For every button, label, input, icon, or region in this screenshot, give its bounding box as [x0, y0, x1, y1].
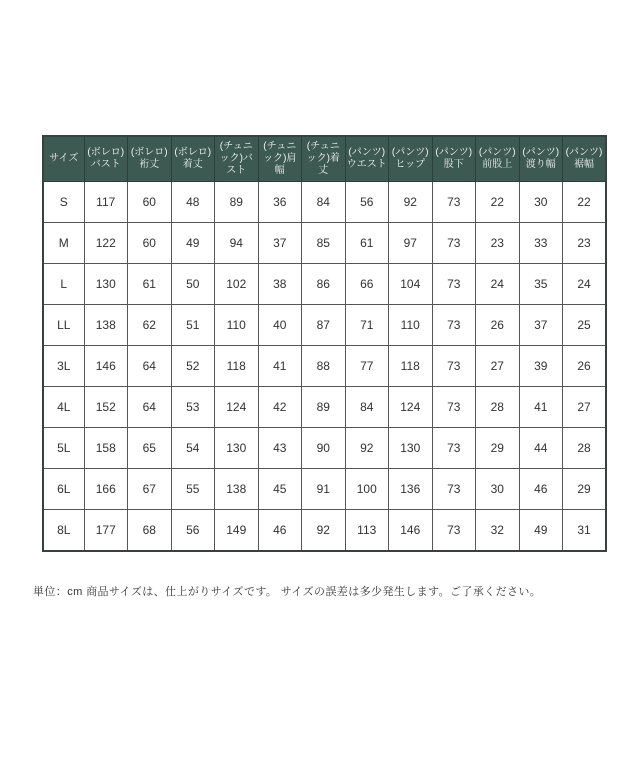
value-cell: 71	[345, 305, 389, 346]
value-cell: 84	[302, 182, 346, 223]
value-cell: 118	[389, 346, 433, 387]
value-cell: 130	[215, 428, 259, 469]
column-header: (パンツ)裾幅	[563, 136, 607, 182]
value-cell: 48	[171, 182, 215, 223]
value-cell: 60	[128, 182, 172, 223]
value-cell: 89	[215, 182, 259, 223]
value-cell: 29	[476, 428, 520, 469]
value-cell: 146	[389, 510, 433, 552]
value-cell: 26	[476, 305, 520, 346]
value-cell: 61	[345, 223, 389, 264]
value-cell: 28	[563, 428, 607, 469]
value-cell: 67	[128, 469, 172, 510]
table-row	[43, 387, 606, 428]
value-cell: 61	[128, 264, 172, 305]
value-cell: 40	[258, 305, 302, 346]
value-cell: 50	[171, 264, 215, 305]
value-cell: 130	[84, 264, 128, 305]
value-cell: 32	[476, 510, 520, 552]
value-cell: 100	[345, 469, 389, 510]
size-column-header: サイズ	[43, 136, 84, 182]
size-cell: 4L	[43, 387, 84, 428]
value-cell: 138	[215, 469, 259, 510]
column-header: (パンツ)渡り幅	[519, 136, 563, 182]
value-cell: 73	[432, 387, 476, 428]
value-cell: 24	[563, 264, 607, 305]
value-cell: 138	[84, 305, 128, 346]
value-cell: 73	[432, 510, 476, 552]
size-chart-section	[42, 135, 607, 552]
value-cell: 122	[84, 223, 128, 264]
value-cell: 49	[171, 223, 215, 264]
value-cell: 146	[84, 346, 128, 387]
column-header: (パンツ)ウエスト	[345, 136, 389, 182]
size-cell: 8L	[43, 510, 84, 552]
value-cell: 64	[128, 346, 172, 387]
value-cell: 49	[519, 510, 563, 552]
value-cell: 23	[563, 223, 607, 264]
column-header: (ボレロ)着丈	[171, 136, 215, 182]
value-cell: 177	[84, 510, 128, 552]
value-cell: 25	[563, 305, 607, 346]
value-cell: 92	[389, 182, 433, 223]
value-cell: 51	[171, 305, 215, 346]
value-cell: 118	[215, 346, 259, 387]
value-cell: 41	[519, 387, 563, 428]
value-cell: 45	[258, 469, 302, 510]
value-cell: 24	[476, 264, 520, 305]
value-cell: 92	[345, 428, 389, 469]
value-cell: 136	[389, 469, 433, 510]
value-cell: 92	[302, 510, 346, 552]
value-cell: 56	[345, 182, 389, 223]
value-cell: 91	[302, 469, 346, 510]
value-cell: 104	[389, 264, 433, 305]
value-cell: 35	[519, 264, 563, 305]
value-cell: 44	[519, 428, 563, 469]
size-cell: L	[43, 264, 84, 305]
table-row	[43, 305, 606, 346]
value-cell: 90	[302, 428, 346, 469]
value-cell: 73	[432, 223, 476, 264]
value-cell: 73	[432, 305, 476, 346]
value-cell: 22	[563, 182, 607, 223]
value-cell: 117	[84, 182, 128, 223]
value-cell: 41	[258, 346, 302, 387]
column-header: (パンツ)前股上	[476, 136, 520, 182]
value-cell: 55	[171, 469, 215, 510]
table-row	[43, 469, 606, 510]
value-cell: 42	[258, 387, 302, 428]
value-cell: 110	[389, 305, 433, 346]
value-cell: 85	[302, 223, 346, 264]
column-header: (チュニック)着丈	[302, 136, 346, 182]
value-cell: 39	[519, 346, 563, 387]
value-cell: 33	[519, 223, 563, 264]
value-cell: 94	[215, 223, 259, 264]
table-row	[43, 346, 606, 387]
value-cell: 97	[389, 223, 433, 264]
value-cell: 46	[258, 510, 302, 552]
value-cell: 73	[432, 428, 476, 469]
value-cell: 113	[345, 510, 389, 552]
value-cell: 54	[171, 428, 215, 469]
value-cell: 29	[563, 469, 607, 510]
value-cell: 68	[128, 510, 172, 552]
size-cell: 3L	[43, 346, 84, 387]
value-cell: 102	[215, 264, 259, 305]
value-cell: 149	[215, 510, 259, 552]
value-cell: 37	[519, 305, 563, 346]
size-cell: M	[43, 223, 84, 264]
size-cell: 6L	[43, 469, 84, 510]
value-cell: 62	[128, 305, 172, 346]
value-cell: 56	[171, 510, 215, 552]
value-cell: 64	[128, 387, 172, 428]
value-cell: 31	[563, 510, 607, 552]
size-chart-table	[42, 135, 607, 552]
value-cell: 73	[432, 182, 476, 223]
value-cell: 152	[84, 387, 128, 428]
value-cell: 22	[476, 182, 520, 223]
value-cell: 37	[258, 223, 302, 264]
value-cell: 88	[302, 346, 346, 387]
column-header: (ボレロ)バスト	[84, 136, 128, 182]
table-row	[43, 182, 606, 223]
value-cell: 66	[345, 264, 389, 305]
value-cell: 27	[476, 346, 520, 387]
value-cell: 87	[302, 305, 346, 346]
value-cell: 36	[258, 182, 302, 223]
value-cell: 73	[432, 346, 476, 387]
value-cell: 86	[302, 264, 346, 305]
value-cell: 77	[345, 346, 389, 387]
table-row	[43, 510, 606, 552]
value-cell: 60	[128, 223, 172, 264]
value-cell: 84	[345, 387, 389, 428]
value-cell: 124	[389, 387, 433, 428]
value-cell: 23	[476, 223, 520, 264]
column-header: (チュニック)肩幅	[258, 136, 302, 182]
value-cell: 158	[84, 428, 128, 469]
size-cell: 5L	[43, 428, 84, 469]
column-header: (ボレロ)裄丈	[128, 136, 172, 182]
value-cell: 38	[258, 264, 302, 305]
value-cell: 26	[563, 346, 607, 387]
value-cell: 52	[171, 346, 215, 387]
header-row	[43, 136, 606, 182]
value-cell: 73	[432, 264, 476, 305]
column-header: (パンツ)ヒップ	[389, 136, 433, 182]
value-cell: 130	[389, 428, 433, 469]
value-cell: 53	[171, 387, 215, 428]
value-cell: 166	[84, 469, 128, 510]
column-header: (チュニック)バスト	[215, 136, 259, 182]
value-cell: 30	[519, 182, 563, 223]
value-cell: 46	[519, 469, 563, 510]
value-cell: 28	[476, 387, 520, 428]
table-row	[43, 223, 606, 264]
size-cell: LL	[43, 305, 84, 346]
unit-footnote: 単位：cm 商品サイズは、仕上がりサイズです。 サイズの誤差は多少発生します。ご了承ください。	[33, 586, 542, 598]
value-cell: 124	[215, 387, 259, 428]
column-header: (パンツ)股下	[432, 136, 476, 182]
value-cell: 73	[432, 469, 476, 510]
value-cell: 110	[215, 305, 259, 346]
value-cell: 30	[476, 469, 520, 510]
value-cell: 89	[302, 387, 346, 428]
value-cell: 27	[563, 387, 607, 428]
value-cell: 65	[128, 428, 172, 469]
size-cell: S	[43, 182, 84, 223]
table-row	[43, 428, 606, 469]
value-cell: 43	[258, 428, 302, 469]
table-row	[43, 264, 606, 305]
